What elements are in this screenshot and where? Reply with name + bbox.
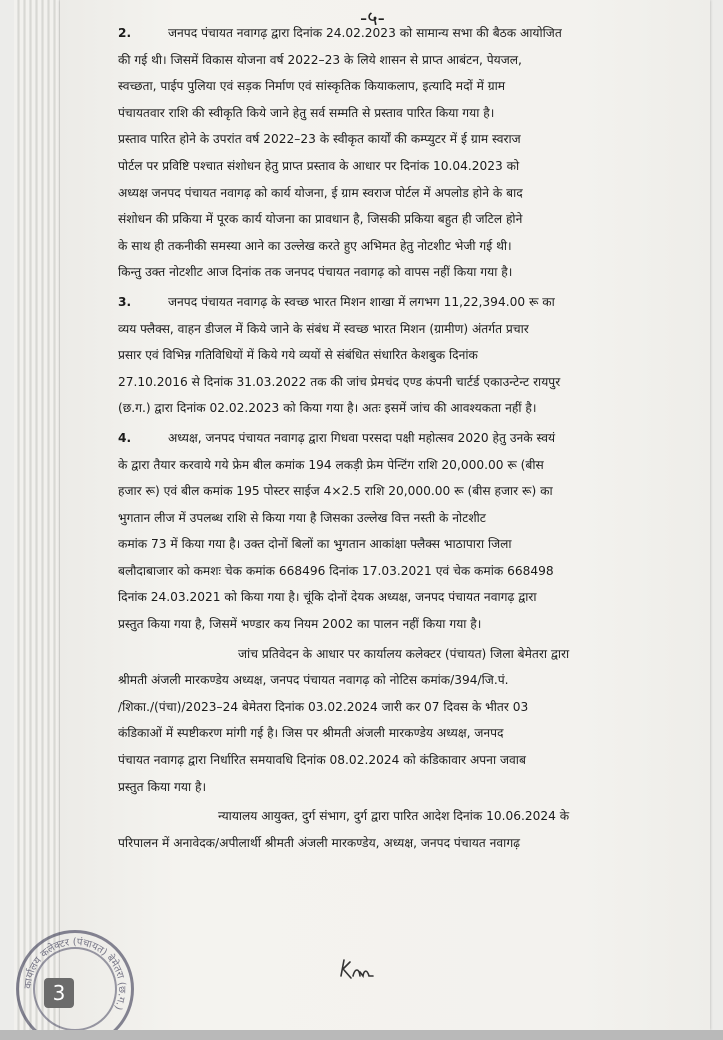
line: प्रस्ताव पारित होने के उपरांत वर्ष 2022–23 के स्वीकृत कार्यों की कम्प्युटर में ई ग्राम स्वराज xyxy=(118,132,521,147)
line: (छ.ग.) द्वारा दिनांक 02.02.2023 को किया गया है। अतः इसमें जांच की आवश्यकता नहीं है। xyxy=(118,401,537,416)
page-edge-stack xyxy=(14,0,62,1030)
line: के द्वारा तैयार करवाये गये फ्रेम बील कमांक 194 लकड़ी फ्रेम पेन्टिंग राशि 20,000.00 रू (बीस xyxy=(118,457,544,472)
paragraph-number: 3. xyxy=(118,294,132,309)
line: भुगतान लीज में उपलब्ध राशि से किया गया है जिसका उल्लेख वित्त नस्ती के नोटशीट xyxy=(118,510,486,525)
line: व्यय फ्लैक्स, वाहन डीजल में किये जाने के संबंध में स्वच्छ भारत मिशन (ग्रामीण) अंतर्गत प्रचार xyxy=(118,321,529,336)
page-badge: 3 xyxy=(44,978,74,1008)
paragraph-4 xyxy=(118,425,683,638)
line: पंचायतवार राशि की स्वीकृति किये जाने हेतु सर्व सम्मति से प्रस्ताव पारित किया गया है। xyxy=(118,105,495,120)
line: संशोधन की प्रकिया में पूरक कार्य योजना का प्रावधान है, जिसकी प्रकिया बहुत ही जटिल होने xyxy=(118,212,523,227)
paragraph-3 xyxy=(118,289,683,422)
line: प्रस्तुत किया गया है। xyxy=(118,779,207,794)
seal-ring-text xyxy=(19,933,131,1040)
line: हजार रू) एवं बील कमांक 195 पोस्टर साईज 4×2.5 राशि 20,000.00 रू (बीस हजार रू) का xyxy=(118,484,553,499)
line: स्वच्छता, पाईप पुलिया एवं सड़क निर्माण एवं सांस्कृतिक कियाकलाप, इत्यादि मदों में ग्राम xyxy=(118,79,506,94)
line: प्रसार एवं विभिन्न गतिविधियों में किये गये व्ययों से संबंधित संधारित केशबुक दिनांक xyxy=(118,348,478,363)
line: पोर्टल पर प्रविष्टि पश्चात संशोधन हेतु प्राप्त प्रस्ताव के आधार पर दिनांक 10.04.2023 को xyxy=(118,158,520,173)
line: जांच प्रतिवेदन के आधार पर कार्यालय कलेक्टर (पंचायत) जिला बेमेतरा द्वारा xyxy=(238,646,570,661)
line: बलौदाबाजार को कमशः चेक कमांक 668496 दिनांक 17.03.2021 एवं चेक कमांक 668498 xyxy=(118,563,554,578)
line: परिपालन में अनावेदक/अपीलार्थी श्रीमती अंजली मारकण्डेय, अध्यक्ष, जनपद पंचायत नवागढ़ xyxy=(118,835,521,850)
page-number: -५- xyxy=(360,6,385,30)
line: किन्तु उक्त नोटशीट आज दिनांक तक जनपद पंचायत नवागढ़ को वापस नहीं किया गया है। xyxy=(118,265,513,280)
line: पंचायत नवागढ़ द्वारा निर्धारित समयावधि दिनांक 08.02.2024 को कंडिकावार अपना जवाब xyxy=(118,753,526,768)
line: 27.10.2016 से दिनांक 31.03.2022 तक की जांच प्रेमचंद एण्ड कंपनी चार्टर्ड एकाउन्टेन्ट रायपुर xyxy=(118,374,561,389)
bottom-band xyxy=(0,1030,723,1040)
handwritten-signature xyxy=(338,954,378,984)
line: /शिका./(पंचा)/2023–24 बेमेतरा दिनांक 03.02.2024 जारी कर 07 दिवस के भीतर 03 xyxy=(118,699,529,714)
paragraph-2 xyxy=(118,20,683,286)
paragraph-number: 2. xyxy=(118,26,132,40)
line: की गई थी। जिसमें विकास योजना वर्ष 2022–23 के लिये शासन से प्राप्त आबंटन, पेयजल, xyxy=(118,52,522,67)
line: कमांक 73 में किया गया है। उक्त दोनों बिलों का भुगतान आकांक्षा फ्लैक्स भाठापारा जिला xyxy=(118,537,512,552)
paragraph-court-order xyxy=(118,803,683,856)
line: जनपद पंचायत नवागढ़ के स्वच्छ भारत मिशन शाखा में लगभग 11,22,394.00 रू का xyxy=(168,294,555,309)
line: जनपद पंचायत नवागढ़ द्वारा दिनांक 24.02.2023 को सामान्य सभा की बैठक आयोजित xyxy=(168,26,562,40)
line: के साथ ही तकनीकी समस्या आने का उल्लेख करते हुए अभिमत हेतु नोटशीट भेजी गई थी। xyxy=(118,238,512,253)
line: अध्यक्ष जनपद पंचायत नवागढ़ को कार्य योजना, ई ग्राम स्वराज पोर्टल में अपलोड होने के बाद xyxy=(118,185,523,200)
office-seal-stamp xyxy=(16,930,134,1040)
line: प्रस्तुत किया गया है, जिसमें भण्डार कय नियम 2002 का पालन नहीं किया गया है। xyxy=(118,617,482,632)
document-body xyxy=(118,20,683,856)
svg-text:कार्यालय कलेक्टर (पंचायत) बेमे: कार्यालय कलेक्टर (पंचायत) बेमेतरा (छ.ग.) xyxy=(22,936,128,1012)
line: दिनांक 24.03.2021 को किया गया है। चूंकि दोनों देयक अध्यक्ष, जनपद पंचायत नवागढ़ द्वारा xyxy=(118,590,537,605)
line: न्यायालय आयुक्त, दुर्ग संभाग, दुर्ग द्वारा पारित आदेश दिनांक 10.06.2024 के xyxy=(218,809,570,824)
paragraph-number: 4. xyxy=(118,430,132,445)
line: श्रीमती अंजली मारकण्डेय अध्यक्ष, जनपद पंचायत नवागढ़ को नोटिस कमांक/394/जि.पं. xyxy=(118,673,509,688)
paragraph-report xyxy=(118,641,683,801)
line: कंडिकाओं में स्पष्टीकरण मांगी गई है। जिस पर श्रीमती अंजली मारकण्डेय अध्यक्ष, जनपद xyxy=(118,726,504,741)
line: अध्यक्ष, जनपद पंचायत नवागढ़ द्वारा गिधवा परसदा पक्षी महोत्सव 2020 हेतु उनके स्वयं xyxy=(168,430,556,445)
